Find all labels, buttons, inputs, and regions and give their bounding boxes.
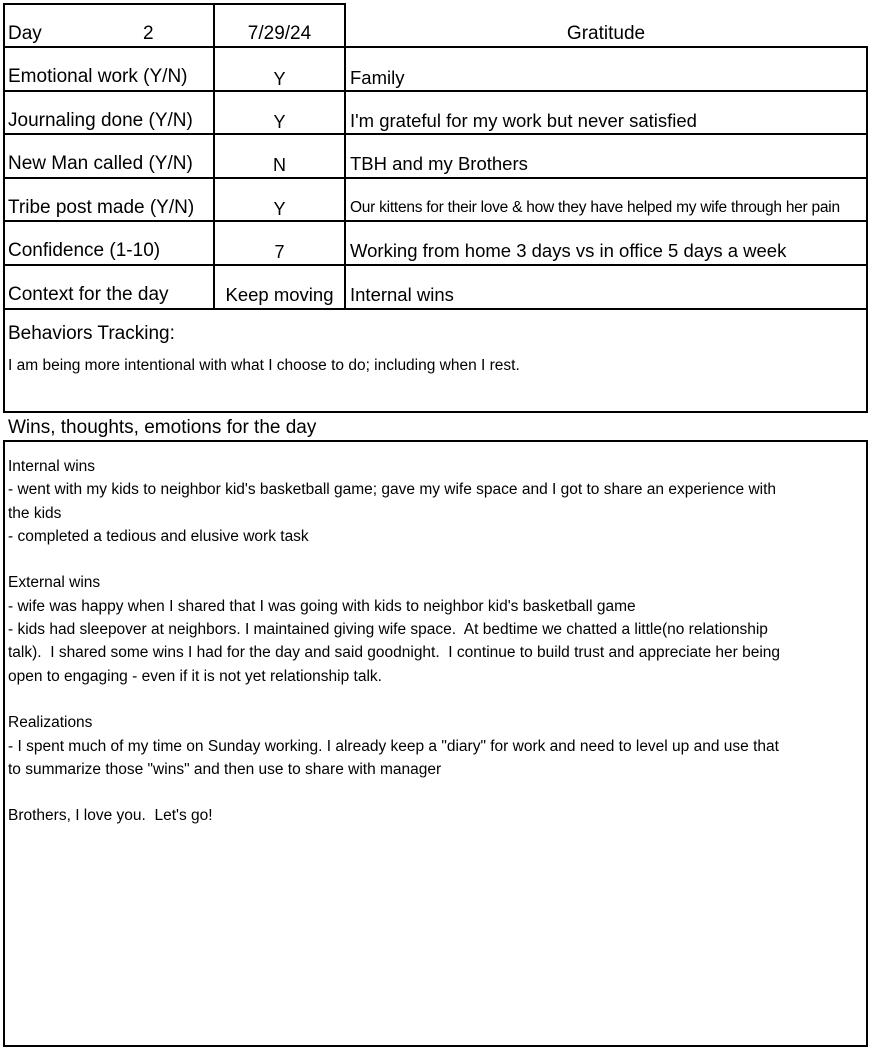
wins-line: - completed a tedious and elusive work task (8, 527, 309, 545)
wins-line: talk). I shared some wins I had for the day and said goodnight. I continue to build trust and appreciate her being (8, 644, 781, 662)
row-label: Emotional work (Y/N) (8, 66, 188, 87)
row-label: Confidence (1-10) (8, 240, 161, 261)
wins-line: - kids had sleepover at neighbors. I maintained giving wife space. At bedtime we chatted a little(no relationship (8, 621, 768, 639)
row-value: N (273, 155, 286, 175)
wins-line: Internal wins (8, 458, 96, 475)
day-label: Day (8, 23, 42, 44)
behaviors-text: I am being more intentional with what I choose to do; including when I rest. (8, 357, 520, 374)
date-value: 7/29/24 (247, 23, 312, 44)
row-value: Y (273, 69, 286, 89)
row-gratitude: Our kittens for their love & how they have helped my wife through her pain (350, 199, 840, 216)
row-gratitude: Working from home 3 days vs in office 5 days a week (350, 240, 787, 261)
wins-line (8, 548, 860, 571)
wins-line: - went with my kids to neighbor kid's basketball game; gave my wife space and I got to share an experience with (8, 481, 777, 499)
row-label: Journaling done (Y/N) (8, 110, 193, 131)
wins-line: to summarize those "wins" and then use to share with manager (8, 760, 442, 778)
wins-line: open to engaging - even if it is not yet relationship talk. (8, 667, 382, 685)
wins-notes (8, 455, 860, 828)
wins-title: Wins, thoughts, emotions for the day (8, 417, 317, 438)
wins-line: - wife was happy when I shared that I was going with kids to neighbor kid's basketball game (8, 597, 636, 615)
wins-line: - I spent much of my time on Sunday working. I already keep a "diary" for work and need to level up and use that (8, 737, 779, 755)
row-label: Context for the day (8, 284, 169, 305)
wins-line: Brothers, I love you. Let's go! (8, 807, 213, 825)
row-value: Y (273, 112, 286, 132)
row-label: New Man called (Y/N) (8, 153, 193, 174)
row-gratitude: TBH and my Brothers (350, 153, 528, 174)
behaviors-title: Behaviors Tracking: (8, 323, 175, 344)
wins-line: the kids (8, 504, 62, 522)
wins-line (8, 688, 860, 711)
wins-line: External wins (8, 574, 101, 592)
gratitude-header: Gratitude (566, 23, 646, 44)
row-gratitude: Internal wins (350, 284, 454, 305)
wins-line: Realizations (8, 714, 93, 732)
row-value: Y (273, 199, 286, 219)
row-gratitude: I'm grateful for my work but never satisfied (350, 110, 697, 131)
wins-line (8, 781, 860, 804)
row-value: 7 (274, 242, 285, 262)
row-value: Keep moving (225, 284, 334, 305)
row-gratitude: Family (350, 67, 405, 88)
row-label: Tribe post made (Y/N) (8, 197, 195, 218)
day-number: 2 (143, 23, 154, 44)
